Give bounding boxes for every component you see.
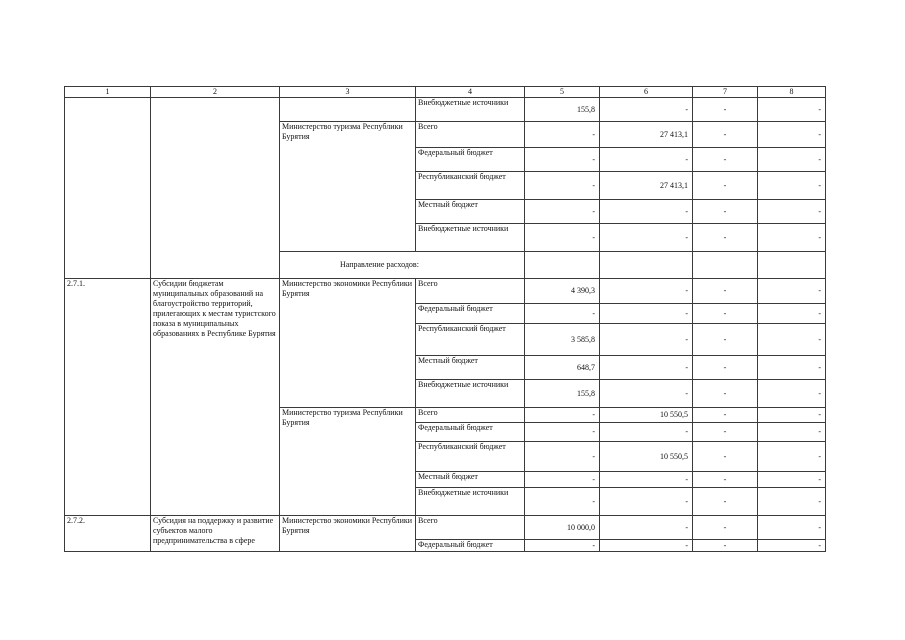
value-cell: 10 000,0	[525, 516, 600, 540]
value-cell: -	[758, 516, 826, 540]
value-cell: -	[758, 98, 826, 122]
source-cell: Местный бюджет	[416, 472, 525, 488]
source-cell: Внебюджетные источники	[416, 224, 525, 252]
direction-label: Направление расходов:	[280, 252, 525, 279]
value-cell: -	[758, 122, 826, 148]
value-cell: -	[525, 200, 600, 224]
value-cell: -	[758, 224, 826, 252]
value-cell: -	[600, 224, 693, 252]
value-cell: -	[758, 488, 826, 516]
value-cell: -	[758, 423, 826, 442]
code-cell: 2.7.1.	[65, 279, 151, 516]
budget-table	[64, 86, 826, 552]
value-cell: -	[693, 200, 758, 224]
value-cell: -	[600, 488, 693, 516]
title-cell	[151, 98, 280, 279]
value-cell: -	[758, 472, 826, 488]
code-cell: 2.7.2.	[65, 516, 151, 552]
code-cell	[65, 98, 151, 279]
header-cell: 5	[525, 87, 600, 98]
value-cell: -	[693, 172, 758, 200]
value-cell: -	[693, 442, 758, 472]
value-cell: 155,8	[525, 98, 600, 122]
value-cell: 27 413,1	[600, 122, 693, 148]
header-cell: 2	[151, 87, 280, 98]
title-cell: Субсидии бюджетам муниципальных образований на благоустройство территорий, прилегающих к местам туристского показа в муниципальных образованиях в Республике Бурятия	[151, 279, 280, 516]
value-cell: 27 413,1	[600, 172, 693, 200]
value-cell: -	[693, 324, 758, 356]
value-cell: -	[600, 423, 693, 442]
header-cell: 8	[758, 87, 826, 98]
source-cell: Республиканский бюджет	[416, 442, 525, 472]
agency-cell: Министерство туризма Республики Бурятия	[280, 408, 416, 516]
value-cell: -	[525, 224, 600, 252]
value-cell: -	[600, 304, 693, 324]
value-cell: -	[693, 279, 758, 304]
value-cell: 10 550,5	[600, 408, 693, 423]
value-cell: -	[758, 324, 826, 356]
value-cell: -	[758, 442, 826, 472]
title-cell: Субсидия на поддержку и развитие субъектов малого предпринимательства в сфере	[151, 516, 280, 552]
source-cell: Федеральный бюджет	[416, 148, 525, 172]
header-cell: 6	[600, 87, 693, 98]
value-cell: -	[758, 279, 826, 304]
value-cell: -	[600, 472, 693, 488]
value-cell: -	[693, 488, 758, 516]
value-cell: 3 585,8	[525, 324, 600, 356]
value-cell: -	[525, 148, 600, 172]
value-cell: 648,7	[525, 356, 600, 380]
value-cell: -	[525, 304, 600, 324]
value-cell: -	[525, 172, 600, 200]
value-cell: -	[525, 488, 600, 516]
value-cell: -	[693, 516, 758, 540]
header-row	[65, 87, 826, 98]
value-cell: -	[758, 408, 826, 423]
value-cell: -	[758, 380, 826, 408]
value-cell: -	[600, 200, 693, 224]
value-cell: -	[693, 98, 758, 122]
source-cell: Всего	[416, 408, 525, 423]
value-cell: -	[693, 356, 758, 380]
source-cell: Местный бюджет	[416, 200, 525, 224]
value-cell: -	[525, 540, 600, 552]
value-cell: -	[525, 122, 600, 148]
value-cell: -	[693, 408, 758, 423]
value-cell: -	[693, 122, 758, 148]
source-cell: Республиканский бюджет	[416, 172, 525, 200]
agency-cell	[280, 98, 416, 122]
source-cell: Федеральный бюджет	[416, 540, 525, 552]
agency-cell: Министерство туризма Республики Бурятия	[280, 122, 416, 252]
source-cell: Всего	[416, 516, 525, 540]
table-row	[65, 516, 826, 540]
value-cell: -	[600, 324, 693, 356]
source-cell: Республиканский бюджет	[416, 324, 525, 356]
header-cell: 3	[280, 87, 416, 98]
source-cell: Внебюджетные источники	[416, 98, 525, 122]
value-cell: -	[693, 148, 758, 172]
agency-cell: Министерство экономики Республики Бурятия	[280, 279, 416, 408]
value-cell: -	[693, 304, 758, 324]
value-cell: -	[693, 472, 758, 488]
source-cell: Всего	[416, 279, 525, 304]
value-cell: -	[758, 148, 826, 172]
value-cell: -	[600, 98, 693, 122]
value-cell: -	[600, 279, 693, 304]
value-cell: -	[758, 172, 826, 200]
value-cell: -	[693, 540, 758, 552]
value-cell: -	[693, 380, 758, 408]
value-cell: -	[600, 380, 693, 408]
source-cell: Местный бюджет	[416, 356, 525, 380]
header-cell: 4	[416, 87, 525, 98]
source-cell: Федеральный бюджет	[416, 304, 525, 324]
value-cell: -	[758, 200, 826, 224]
value-cell: 10 550,5	[600, 442, 693, 472]
header-cell: 1	[65, 87, 151, 98]
value-cell: -	[600, 540, 693, 552]
value-cell: -	[600, 356, 693, 380]
value-cell: -	[758, 304, 826, 324]
table-row	[65, 98, 826, 122]
header-cell: 7	[693, 87, 758, 98]
value-cell: -	[600, 516, 693, 540]
value-cell: -	[600, 148, 693, 172]
source-cell: Всего	[416, 122, 525, 148]
value-cell: -	[693, 224, 758, 252]
source-cell: Федеральный бюджет	[416, 423, 525, 442]
value-cell: -	[525, 408, 600, 423]
value-cell: -	[525, 472, 600, 488]
value-cell: -	[525, 442, 600, 472]
value-cell: 4 390,3	[525, 279, 600, 304]
value-cell: -	[758, 356, 826, 380]
value-cell: -	[758, 540, 826, 552]
source-cell: Внебюджетные источники	[416, 380, 525, 408]
value-cell: -	[525, 423, 600, 442]
agency-cell: Министерство экономики Республики Бурятия	[280, 516, 416, 552]
source-cell: Внебюджетные источники	[416, 488, 525, 516]
table-row	[65, 279, 826, 304]
value-cell: 155,8	[525, 380, 600, 408]
value-cell: -	[693, 423, 758, 442]
